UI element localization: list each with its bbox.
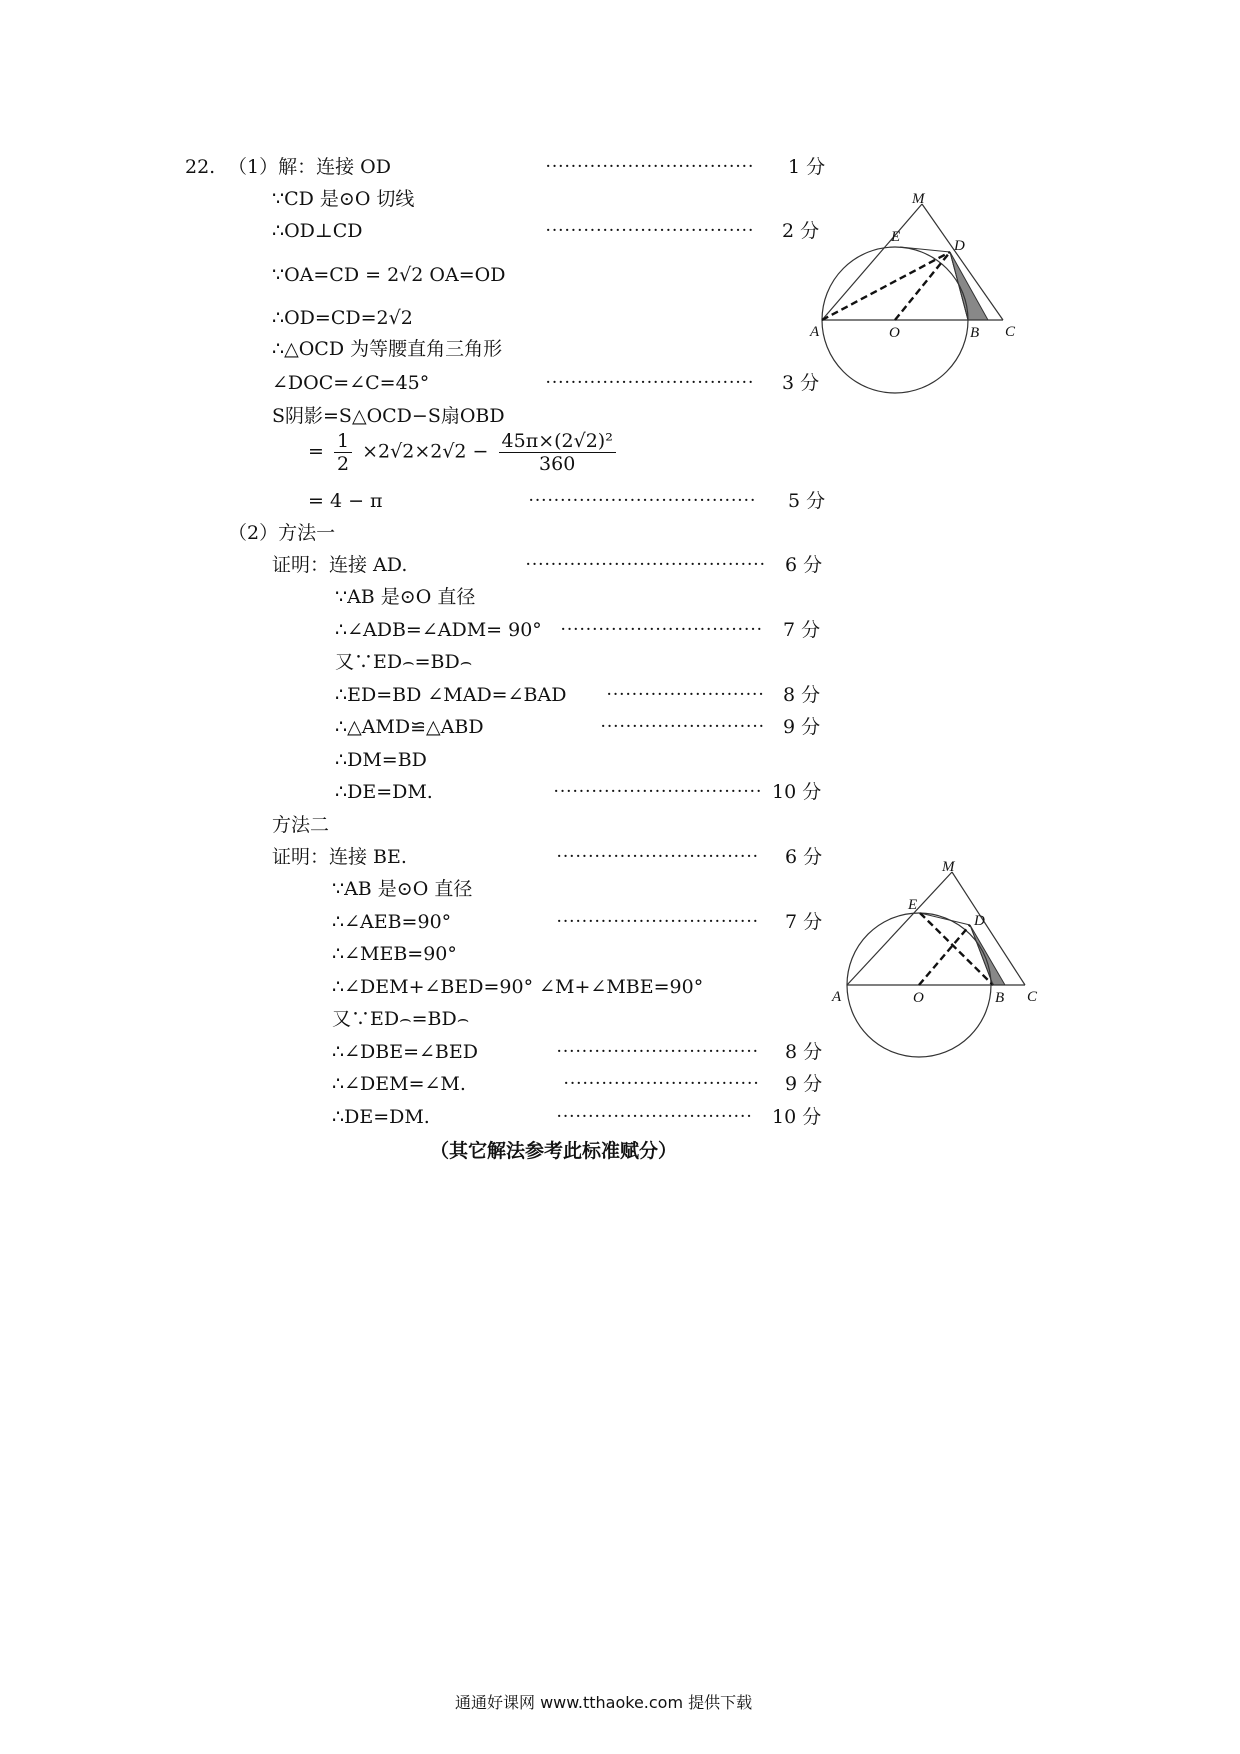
label-e: E — [891, 229, 901, 245]
part2-header: （2）方法一 — [228, 522, 336, 544]
figure-method2 — [820, 855, 1050, 1070]
m2-line-4: ∴∠DEM+∠BED=90° ∠M+∠MBE=90° — [332, 976, 704, 998]
m1-line-7: ∴DE=DM. — [335, 781, 433, 803]
step-shaded-area: S阴影=S△OCD−S扇OBD — [272, 405, 505, 427]
figure-method1 — [800, 190, 1040, 410]
m1-score-9: 9 分 — [783, 716, 821, 738]
m2-line-3: ∴∠MEB=90° — [332, 943, 457, 965]
label-c-2: C — [1027, 989, 1038, 1005]
m1-line-3: 又∵ED⌢=BD⌢ — [335, 651, 473, 673]
sector-fraction: $\frac{\text{45π×(2√2)²}}{360}$ — [499, 430, 616, 475]
dots-5: ···································· — [528, 490, 756, 511]
label-b: B — [970, 325, 980, 341]
dots-3: ································· — [545, 372, 754, 393]
m1-score-8: 8 分 — [783, 684, 821, 706]
m2-line-8: ∴DE=DM. — [332, 1106, 430, 1128]
m2-score-10: 10 分 — [772, 1106, 822, 1128]
m2-score-9: 9 分 — [785, 1073, 823, 1095]
shaded-region-2 — [970, 925, 1005, 985]
step-result: = 4 − π — [308, 490, 383, 512]
line-db-2 — [970, 925, 993, 985]
m1-score-10: 10 分 — [772, 781, 822, 803]
dots-1: ································· — [545, 156, 754, 177]
step-oa-cd: ∵OA=CD = 2√2 OA=OD — [272, 264, 506, 286]
page-footer: 通通好课网 www.tthaoke.com 提供下载 — [455, 1693, 753, 1712]
m1-dots-9: ·························· — [600, 716, 765, 737]
label-a-2: A — [832, 989, 842, 1005]
m1-line-6: ∴DM=BD — [335, 749, 427, 771]
score-5: 5 分 — [788, 490, 826, 512]
half-fraction: $\frac{1}{2}$ — [334, 430, 352, 475]
m2-score-8: 8 分 — [785, 1041, 823, 1063]
m1-dots-8: ························· — [606, 684, 765, 705]
m1-score-6: 6 分 — [785, 554, 823, 576]
area-formula: = $\frac{1}{2}$ ×2√2×2√2 − $\frac{\text{45π×(2√2)²}}{360}$ — [308, 430, 620, 475]
step-cd-tangent: ∵CD 是⊙O 切线 — [272, 188, 415, 210]
line-ad-dashed — [822, 252, 950, 320]
m2-line-6: ∴∠DBE=∠BED — [332, 1041, 478, 1063]
m1-line-0: 证明：连接 AD. — [272, 554, 408, 576]
label-m-2: M — [942, 859, 955, 875]
m1-dots-7: ································ — [560, 619, 763, 640]
m2-line-5: 又∵ED⌢=BD⌢ — [332, 1008, 470, 1030]
m2-line-0: 证明：连接 BE. — [272, 846, 407, 868]
label-a: A — [810, 324, 820, 340]
m1-line-5: ∴△AMD≌△ABD — [335, 716, 484, 738]
label-d: D — [954, 238, 965, 254]
method2-header: 方法二 — [272, 814, 330, 836]
m1-line-1: ∵AB 是⊙O 直径 — [335, 586, 476, 608]
m2-line-2: ∴∠AEB=90° — [332, 911, 452, 933]
step-isosceles: ∴△OCD 为等腰直角三角形 — [272, 338, 503, 360]
m1-line-4: ∴ED=BD ∠MAD=∠BAD — [335, 684, 567, 706]
m2-line-7: ∴∠DEM=∠M. — [332, 1073, 466, 1095]
step-od-cd: ∴OD=CD=2√2 — [272, 307, 413, 329]
m2-line-1: ∵AB 是⊙O 直径 — [332, 878, 473, 900]
m2-dots-8: ································ — [556, 1041, 759, 1062]
label-m: M — [912, 191, 925, 207]
score-1: 1 分 — [788, 156, 826, 178]
m1-dots-10: ································· — [553, 781, 762, 802]
shaded-region — [950, 252, 988, 320]
score-2: 2 分 — [782, 220, 820, 242]
scoring-note: （其它解法参考此标准赋分） — [430, 1140, 678, 1162]
line-ed-2 — [920, 913, 970, 925]
label-o: O — [889, 325, 900, 341]
step-connect-od: （1）解：连接 OD — [228, 156, 391, 178]
score-3: 3 分 — [782, 372, 820, 394]
m1-score-7: 7 分 — [783, 619, 821, 641]
line-mc — [922, 204, 1003, 320]
dots-2: ································· — [545, 220, 754, 241]
label-d-2: D — [974, 913, 985, 929]
label-o-2: O — [913, 990, 924, 1006]
line-od-dashed — [895, 252, 950, 320]
label-c: C — [1005, 324, 1016, 340]
step-angle-doc: ∠DOC=∠C=45° — [272, 372, 430, 394]
m2-dots-9: ······························· — [563, 1073, 760, 1094]
m2-dots-6: ································ — [556, 846, 759, 867]
m2-score-7: 7 分 — [785, 911, 823, 933]
label-e-2: E — [908, 897, 918, 913]
step-od-perp-cd: ∴OD⊥CD — [272, 220, 363, 242]
m1-dots-6: ······································ — [525, 554, 766, 575]
label-b-2: B — [995, 990, 1005, 1006]
problem-number: 22. — [185, 156, 216, 178]
m2-dots-10: ······························· — [556, 1106, 753, 1127]
line-am — [822, 204, 922, 320]
m2-dots-7: ································ — [556, 911, 759, 932]
line-ed — [900, 247, 950, 252]
m2-score-6: 6 分 — [785, 846, 823, 868]
m1-line-2: ∴∠ADB=∠ADM= 90° — [335, 619, 542, 641]
